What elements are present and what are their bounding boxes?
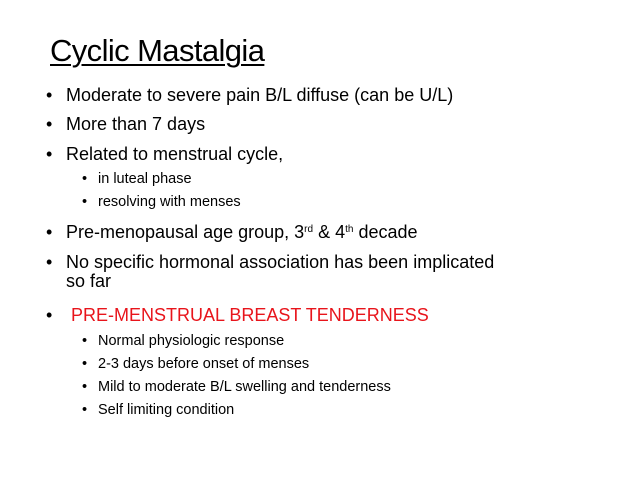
bullet-age-group <box>46 222 418 242</box>
slide-title: Cyclic Mastalgia <box>50 33 265 68</box>
sub-bullet-self-limiting <box>82 402 234 419</box>
sub-bullet-text: in luteal phase <box>98 171 192 187</box>
bullet-pain <box>46 85 453 105</box>
bullet-text-part: decade <box>353 222 418 242</box>
bullet-dot-icon: • <box>46 305 53 325</box>
sub-bullet-physiologic <box>82 333 284 350</box>
bullet-text: No specific hormonal association has been implicated <box>66 252 495 272</box>
bullet-text-part: & 4 <box>313 222 346 242</box>
sub-bullet-text: Mild to moderate B/L swelling and tenderness <box>98 379 391 395</box>
sub-bullet-text: Normal physiologic response <box>98 333 285 349</box>
sub-bullet-dot-icon: • <box>82 402 88 418</box>
sub-bullet-dot-icon: • <box>82 333 88 349</box>
sub-bullet-onset <box>82 356 309 373</box>
superscript-th: th <box>345 224 354 235</box>
bullet-dot-icon: • <box>46 114 53 134</box>
bullet-premenstrual <box>46 305 429 325</box>
bullet-dot-icon: • <box>46 144 53 164</box>
sub-bullet-text: Self limiting condition <box>98 402 235 418</box>
sub-bullet-dot-icon: • <box>82 379 88 395</box>
sub-bullet-swelling <box>82 379 391 396</box>
bullet-dot-icon: • <box>46 252 53 272</box>
bullet-hormonal <box>46 252 494 272</box>
sub-bullet-luteal <box>82 171 192 188</box>
bullet-text: Moderate to severe pain B/L diffuse (can be U/L) <box>66 85 454 105</box>
bullet-duration <box>46 114 205 134</box>
bullet-dot-icon: • <box>46 222 53 242</box>
bullet-text: More than 7 days <box>66 114 206 134</box>
bullet-text-part: Pre-menopausal age group, 3 <box>66 222 305 242</box>
sub-bullet-dot-icon: • <box>82 356 88 372</box>
bullet-text-highlight: PRE-MENSTRUAL BREAST TENDERNESS <box>71 305 429 325</box>
bullet-hormonal-continuation: so far <box>66 271 112 291</box>
sub-bullet-dot-icon: • <box>82 171 88 187</box>
bullet-text: Related to menstrual cycle, <box>66 144 284 164</box>
bullet-menstrual-cycle <box>46 144 283 164</box>
superscript-rd: rd <box>304 224 314 235</box>
sub-bullet-menses <box>82 194 241 211</box>
sub-bullet-text: resolving with menses <box>98 194 241 210</box>
sub-bullet-text: 2-3 days before onset of menses <box>98 356 310 372</box>
bullet-dot-icon: • <box>46 85 53 105</box>
sub-bullet-dot-icon: • <box>82 194 88 210</box>
